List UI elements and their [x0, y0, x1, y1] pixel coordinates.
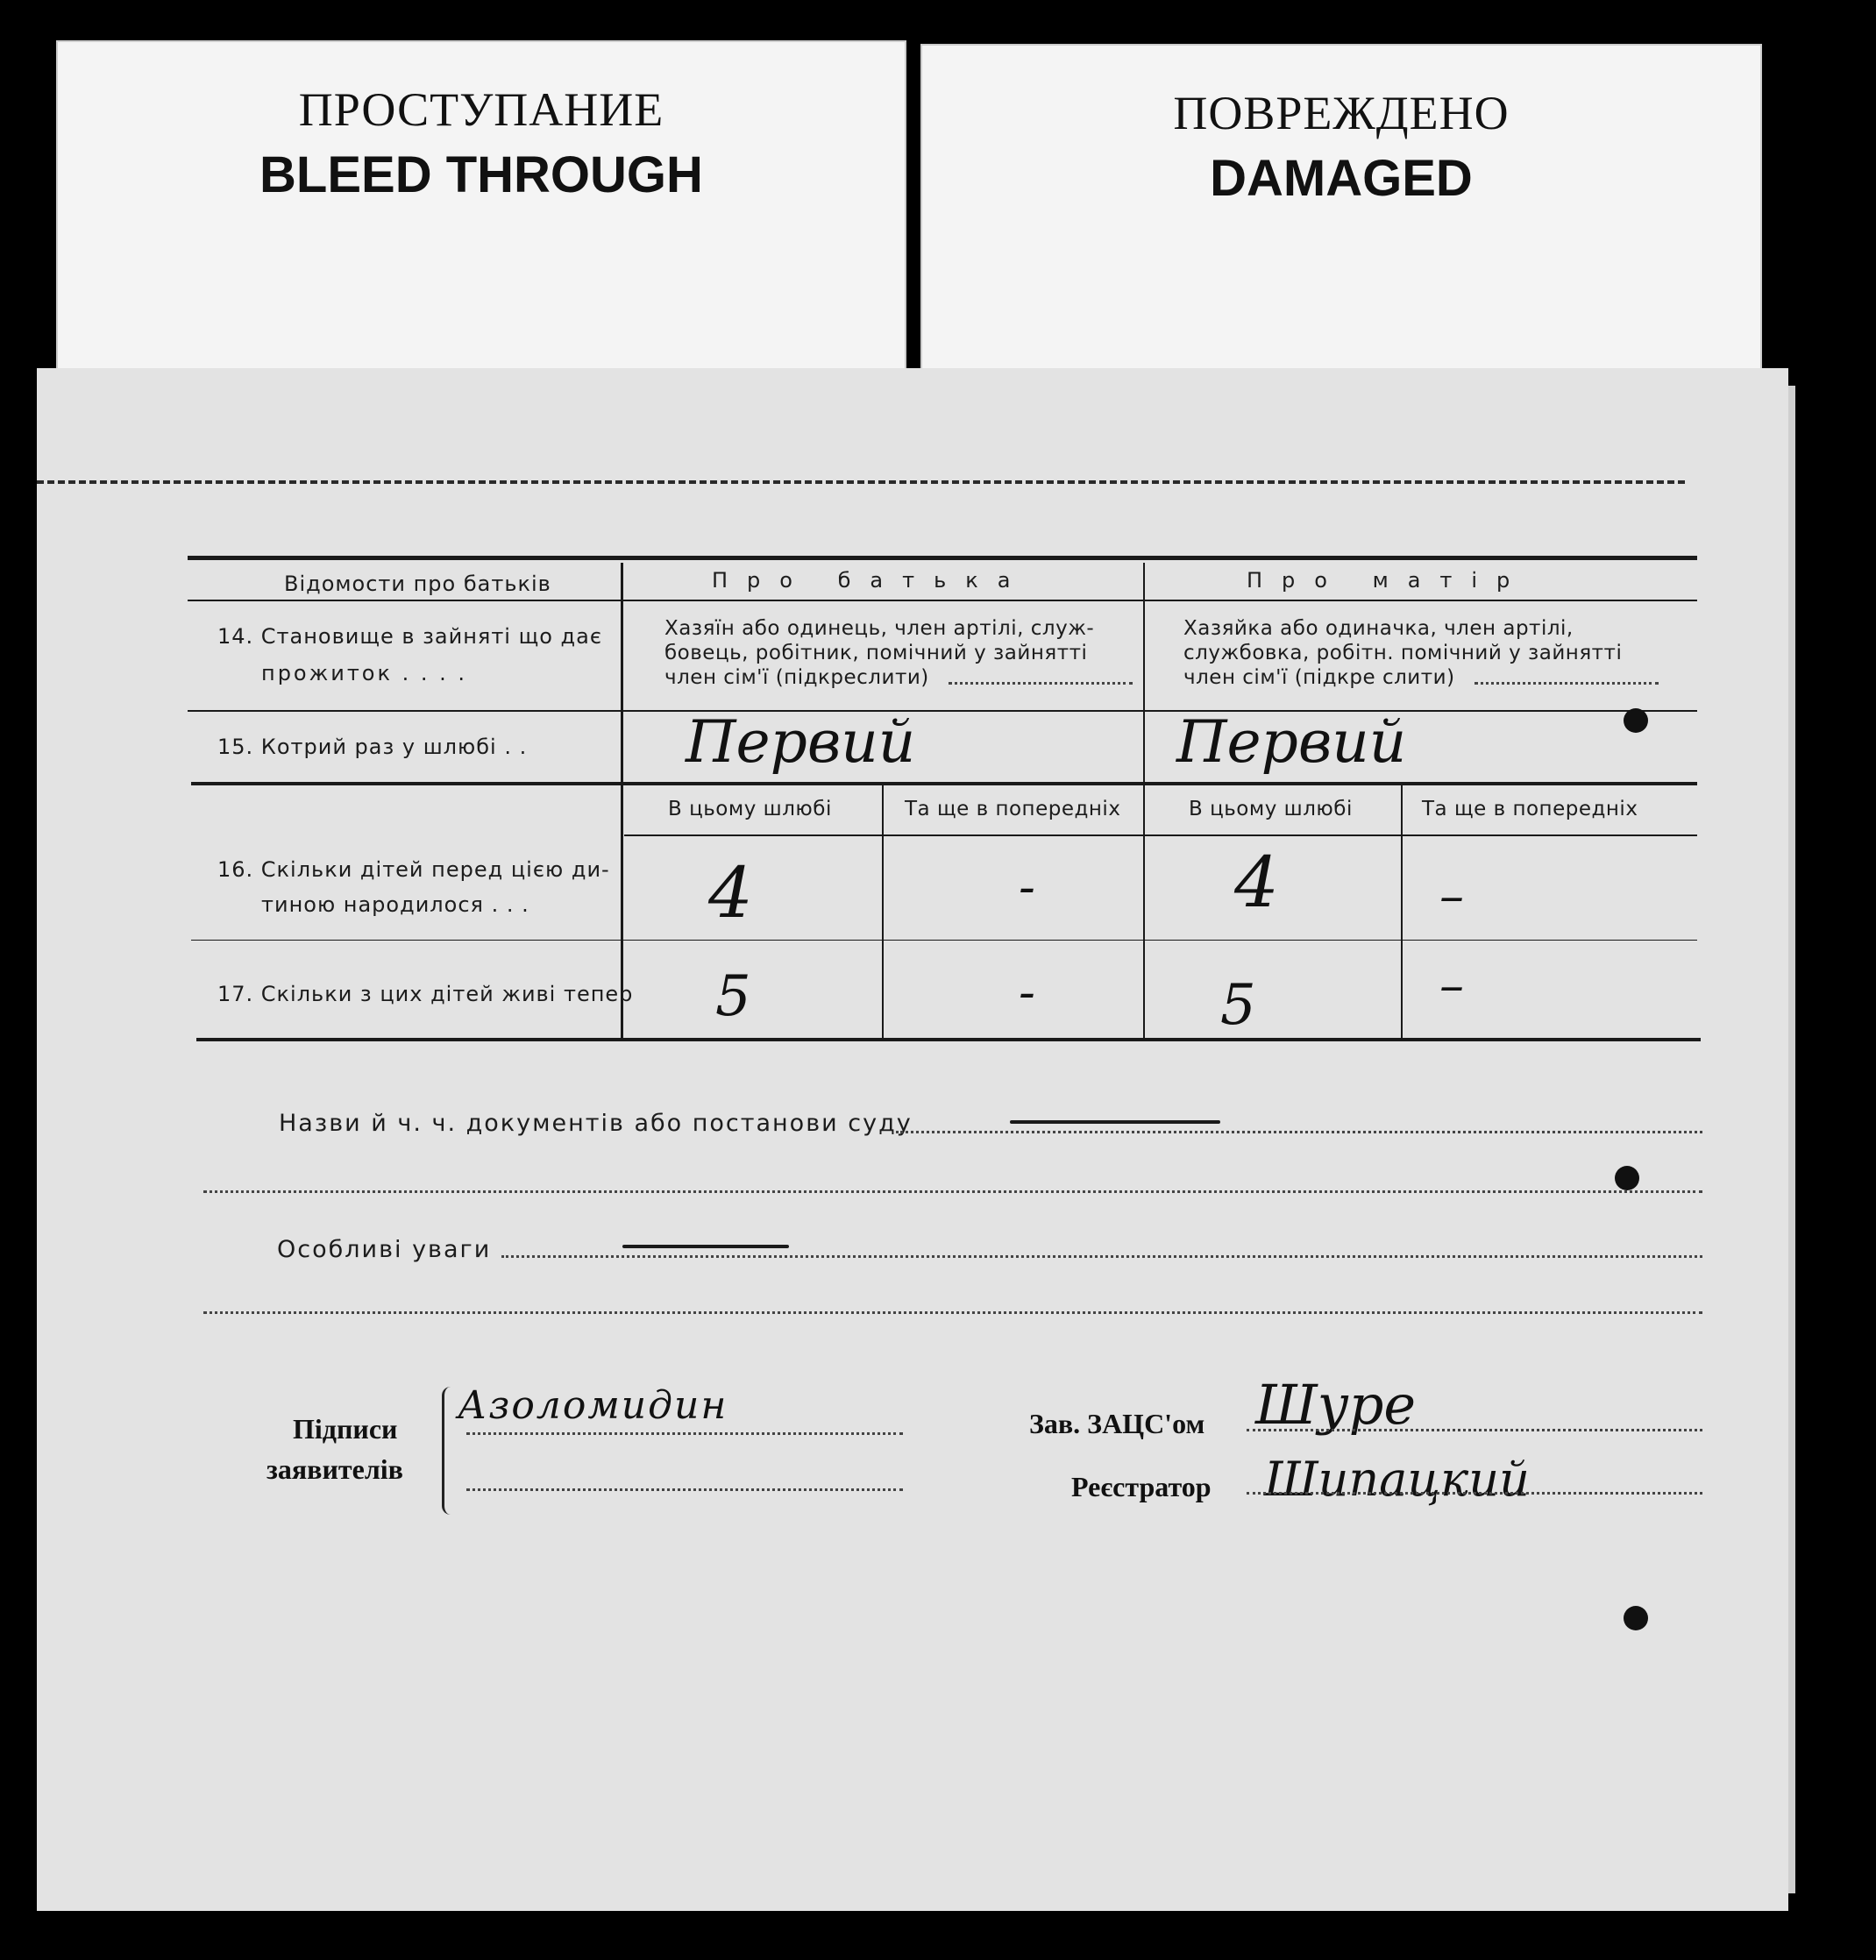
applicants-label-line1: Підписи	[293, 1413, 398, 1445]
applicant-sign-line-1	[466, 1432, 903, 1435]
remarks-dots-1	[501, 1255, 1702, 1258]
bleed-through-ru-label: ПРОСТУПАНИЕ	[298, 83, 664, 136]
documents-label: Назви й ч. ч. документів або постанови суду	[279, 1110, 913, 1137]
label-column-divider	[621, 563, 623, 1040]
registrar-signature: Шипацкий	[1264, 1452, 1530, 1507]
punch-hole	[1615, 1166, 1639, 1190]
documents-dots-1	[896, 1131, 1702, 1133]
punch-hole	[1624, 708, 1648, 733]
damaged-tab	[920, 44, 1762, 377]
applicants-label-line2: заявителів	[266, 1453, 403, 1485]
row14-father-line2: бовець, робітник, помічний у зайнятті	[664, 642, 1088, 664]
father-previous-header: Та ще в попередніх	[905, 798, 1121, 820]
applicants-brace	[442, 1387, 457, 1515]
row17-mother-prev: –	[1439, 957, 1464, 1014]
row14-label-line1: 14. Становище в зайняті що дає	[217, 624, 602, 649]
subheader-rule	[624, 834, 1697, 836]
row14-rule	[188, 710, 1697, 712]
table-top-rule	[188, 556, 1697, 560]
row15-rule	[191, 782, 1697, 785]
row14-mother-line1: Хазяйка або одиначка, член артілі,	[1183, 617, 1574, 640]
bleed-through-tab	[56, 40, 906, 373]
document-sheet	[37, 368, 1788, 1911]
mother-subcolumn-divider	[1401, 785, 1403, 1040]
registrar-sign-line	[1247, 1492, 1702, 1495]
row14-father-dots	[949, 682, 1133, 685]
mother-this-marriage-header: В цьому шлюбі	[1189, 798, 1353, 820]
row17-father-this: 5	[715, 964, 751, 1029]
row14-father-line3: член сім'ї (підкреслити)	[664, 666, 929, 689]
row16-father-this: 4	[708, 852, 753, 934]
row16-father-prev: -	[1019, 859, 1035, 916]
row16-mother-this: 4	[1234, 842, 1279, 923]
father-this-marriage-header: В цьому шлюбі	[668, 798, 832, 820]
head-zags-label: Зав. ЗАЦС'ом	[1029, 1408, 1205, 1439]
row16-rule	[191, 940, 1697, 941]
bleed-through-en-label: BLEED THROUGH	[259, 146, 703, 203]
registrar-label: Реєстратор	[1071, 1471, 1212, 1502]
row17-mother-this: 5	[1220, 973, 1256, 1038]
remarks-label: Особливі уваги	[277, 1236, 492, 1263]
row14-label-line2: прожиток . . . .	[261, 661, 468, 685]
applicant-signature: Азоломидин	[458, 1383, 728, 1428]
row16-mother-prev: –	[1439, 868, 1464, 925]
row15-label: 15. Котрий раз у шлюбі . .	[217, 735, 528, 759]
row15-father-value: Первий	[686, 708, 916, 776]
mother-header: Про матір	[1247, 568, 1530, 593]
row14-father-line1: Хазяїн або одинець, член артілі, служ-	[664, 617, 1095, 640]
parent-column-divider	[1143, 563, 1145, 1040]
damaged-en-label: DAMAGED	[1210, 150, 1473, 207]
table-bottom-rule	[196, 1038, 1701, 1041]
documents-dots-2	[203, 1190, 1702, 1193]
father-subcolumn-divider	[882, 785, 884, 1040]
row14-mother-line2: службовка, робітн. помічний у зайнятті	[1183, 642, 1623, 664]
documents-dash-mark	[1010, 1120, 1220, 1124]
parents-info-header: Відомости про батьків	[284, 572, 551, 596]
remarks-dash-mark	[622, 1245, 789, 1248]
row16-label-line1: 16. Скільки дітей перед цією ди-	[217, 857, 610, 882]
damaged-ru-label: ПОВРЕЖДЕНО	[1173, 87, 1510, 139]
row17-label: 17. Скільки з цих дітей живі тепер	[217, 982, 634, 1006]
applicant-sign-line-2	[466, 1488, 903, 1491]
head-zags-signature: Шуре	[1255, 1373, 1417, 1437]
perforation-line	[37, 480, 1685, 484]
row14-mother-line3: член сім'ї (підкре слити)	[1183, 666, 1455, 689]
row16-label-line2: тиною народилося . . .	[261, 892, 529, 917]
row14-mother-dots	[1475, 682, 1659, 685]
header-rule	[188, 600, 1697, 601]
mother-previous-header: Та ще в попередніх	[1422, 798, 1638, 820]
row17-father-prev: -	[1019, 964, 1035, 1021]
father-header: Про батька	[712, 568, 1030, 593]
punch-hole	[1624, 1606, 1648, 1630]
row15-mother-value: Первий	[1176, 708, 1407, 776]
remarks-dots-2	[203, 1311, 1702, 1314]
head-sign-line	[1247, 1429, 1702, 1431]
